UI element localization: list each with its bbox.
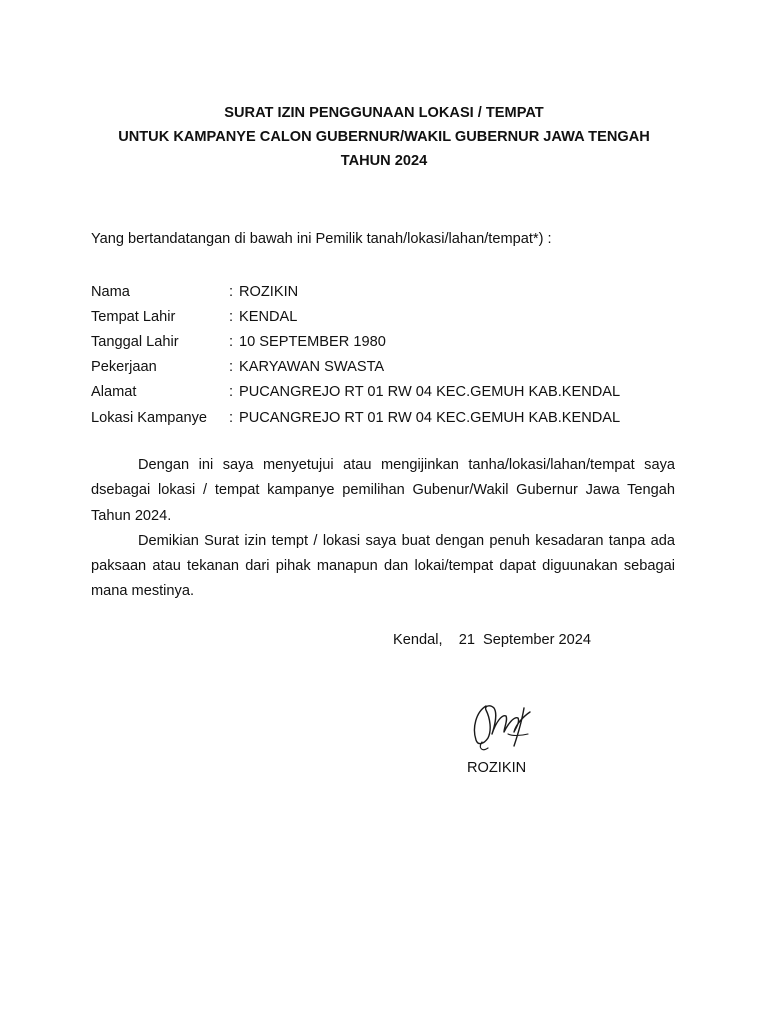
field-separator: : [229, 409, 234, 426]
field-label: Nama [91, 283, 130, 300]
field-value: PUCANGREJO RT 01 RW 04 KEC.GEMUH KAB.KENDAL [239, 409, 621, 426]
field-label: Tanggal Lahir [91, 333, 179, 350]
field-label: Alamat [91, 384, 137, 401]
field-row-nama [91, 279, 620, 304]
handwritten-signature [468, 698, 538, 754]
field-separator: : [229, 359, 234, 376]
field-row-tanggal-lahir [91, 329, 620, 354]
field-value: KARYAWAN SWASTA [239, 359, 385, 376]
field-row-lokasi-kampanye [91, 405, 620, 430]
signer-name: ROZIKIN [467, 760, 527, 776]
title-line-2: UNTUK KAMPANYE CALON GUBERNUR/WAKIL GUBERNUR JAWA TENGAH [118, 129, 650, 145]
letter-body [91, 453, 675, 605]
field-value: 10 SEPTEMBER 1980 [239, 333, 386, 350]
field-value: KENDAL [239, 308, 298, 325]
field-separator: : [229, 283, 234, 300]
body-paragraph-consent: Dengan ini saya menyetujui atau mengijinkan tanha/lokasi/lahan/tempat saya dsebagai lokasi / tempat kampanye pemilihan Gubenur/Wakil Gubernur Jawa Tengah Tahun 2024. [91, 457, 675, 524]
document-title [0, 101, 768, 173]
intro-text: Yang bertandatangan di bawah ini Pemilik tanah/lokasi/lahan/tempat*) : [91, 231, 552, 247]
field-separator: : [229, 333, 234, 350]
field-label: Lokasi Kampanye [91, 409, 208, 426]
field-row-alamat [91, 380, 620, 405]
field-label: Tempat Lahir [91, 308, 176, 325]
title-line-1: SURAT IZIN PENGGUNAAN LOKASI / TEMPAT [224, 105, 544, 121]
place-and-date: Kendal, 21 September 2024 [393, 632, 591, 648]
body-paragraph-closing: Demikian Surat izin tempt / lokasi saya buat dengan penuh kesadaran tanpa ada paksaan atau tekanan dari pihak manapun dan lokai/tempat dapat diguunakan sebagai mana mestinya. [91, 532, 675, 600]
field-row-pekerjaan [91, 355, 620, 380]
field-row-tempat-lahir [91, 304, 620, 329]
field-separator: : [229, 308, 234, 325]
field-value: ROZIKIN [239, 283, 299, 300]
identity-fields [91, 279, 620, 430]
title-line-3: TAHUN 2024 [340, 153, 428, 169]
field-value: PUCANGREJO RT 01 RW 04 KEC.GEMUH KAB.KENDAL [239, 384, 621, 401]
field-separator: : [229, 384, 234, 401]
field-label: Pekerjaan [91, 359, 157, 376]
